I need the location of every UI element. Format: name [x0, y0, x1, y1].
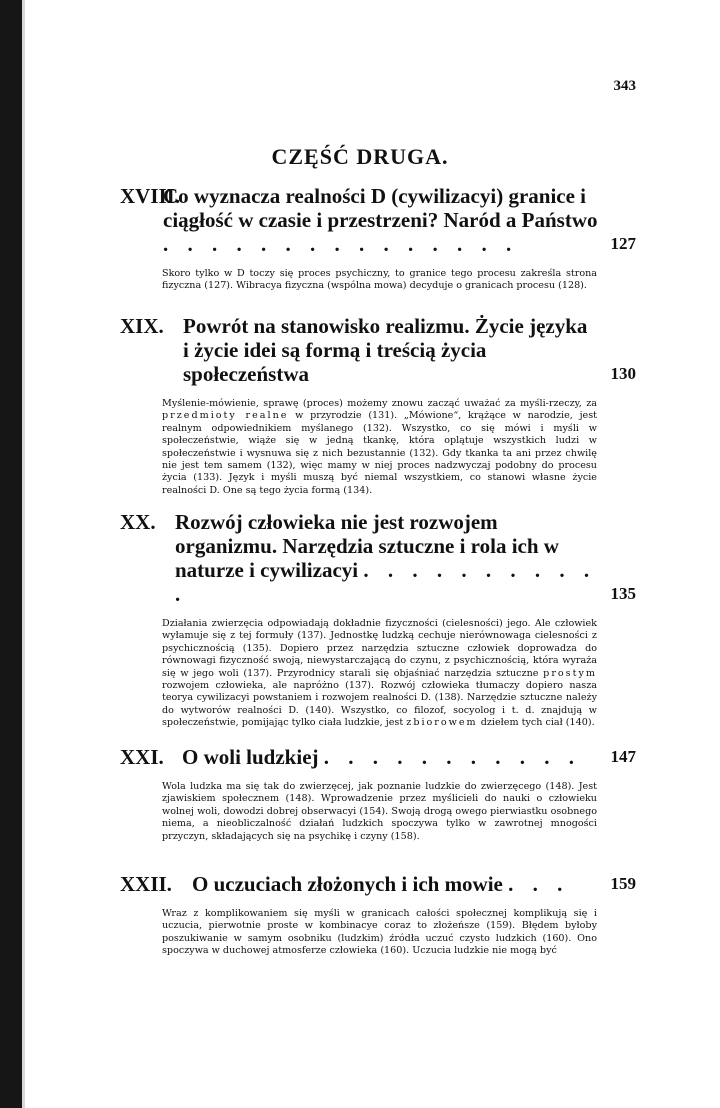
chapter-title: Rozwój człowieka nie jest rozwojem organizmu. Narzędzia sztuczne i rola ich w naturze i cywilizacyi . . . . . . . . . . . [175, 510, 597, 606]
chapter-page: 147 [610, 747, 636, 766]
chapter-entry-xx[interactable] [120, 510, 636, 730]
leader-dots: . . . . . . . . . . . [175, 558, 597, 606]
chapter-page: 127 [610, 234, 636, 253]
chapter-number: XXII. [120, 872, 172, 896]
leader-dots: . . . . . . . . . . . . . . . [163, 232, 519, 256]
chapter-heading [120, 184, 636, 256]
chapter-page: 159 [610, 874, 636, 893]
chapter-title: O uczuciach złożonych i ich mowie . . . [192, 872, 570, 896]
chapter-number: XIX. [120, 314, 164, 338]
chapter-heading [120, 510, 636, 606]
leader-dots: . . . [508, 872, 570, 896]
chapter-title: Co wyznacza realności D (cywilizacyi) granice i ciągłość w czasie i przestrzeni? Naród a Państwo . . . . . . . . . . . . . . . [163, 184, 598, 256]
chapter-page: 135 [610, 584, 636, 603]
chapter-summary: Wraz z komplikowaniem się myśli w granicach całości społecznej komplikują się i uczucia, pierwotnie proste w kombinacye coraz to złożeńsze (159). Błędem byłoby poszukiwanie w samym osobniku (ludzkim) źródła uczuć czysto ludzkich (160). Ono spoczywa w duchowej atmosferze człowieka (160). Uczucia ludzkie nie mogą być [162, 908, 597, 957]
chapter-entry-xxii[interactable] [120, 872, 636, 958]
chapter-summary: Skoro tylko w D toczy się proces psychiczny, to granice tego procesu zakreśla strona fizyczna (127). Wibracya fizyczna (wspólna mowa) decyduje o granicach procesu (128). [162, 268, 597, 292]
chapter-title: Powrót na stanowisko realizmu. Życie języka i życie idei są formą i treścią życia społeczeństwa [183, 314, 588, 386]
chapter-entry-xviii[interactable] [120, 184, 636, 293]
chapter-heading [120, 872, 636, 896]
chapter-entry-xix[interactable] [120, 314, 636, 497]
chapter-number: XXI. [120, 745, 164, 769]
leader-dots: . . . . . . . . . . . [323, 745, 582, 769]
chapter-summary: Działania zwierzęcia odpowiadają dokładnie fizyczności (cielesności) jego. Ale człowiek wyłamuje się z tej formuły (137). Jednostkę ludzką cechuje nierównowaga cielesności z psychicznością (135). Dopiero przez narzędzia sztuczne człowiek doprowadza do równowagi fizyczność swoją, niewystarczającą do czynu, z psychicznością, która wyraża się w jego woli (137). Przyrodnicy starali się objaśniać narzędzia sztuczne prostym rozwojem człowieka, ale napróżno (137). Rozwój człowieka tłumaczy dopiero nasza teorya cywilizacyi powstaniem i rozwojem realności D. (138). Narzędzie sztuczne należy do wytworów realności D. (140). Wszystko, co filozof, socyolog i t. d. znajdują w społeczeństwie, pomijając tylko ciała ludzkie, jest zbiorowem dziełem tych ciał (140). [162, 618, 597, 729]
chapter-title: O woli ludzkiej . . . . . . . . . . . [182, 745, 582, 769]
chapter-heading [120, 314, 636, 386]
chapter-page: 130 [610, 364, 636, 383]
chapter-summary: Wola ludzka ma się tak do zwierzęcej, jak poznanie ludzkie do zwierzęcego (148). Jest zjawiskiem społecznem (148). Wprowadzenie przez myślicieli do nauki o człowieku wolnej woli, dowodzi dobrej obserwacyi (154). Swoją drogą owego pierwiastku osobnego niema, a nieobliczalność działań ludzkich spoczywa tylko w zawrotnej mnogości przyczyn, składających się na psychikę i czyny (158). [162, 781, 597, 842]
chapter-number: XVIII. [120, 184, 181, 208]
chapter-summary: Myślenie-mówienie, sprawę (proces) możemy znowu zacząć uważać za myśli-rzeczy, za przedmioty realne w przyrodzie (131). „Mówione“, krążące w narodzie, jest realnym odpowiednikiem myślanego (132). Wszystko, co się mówi i myśli w społeczeństwie, wiąże się w jedną tkankę, która oplątuje wszystkich ludzi w społeczeństwie i wysnuwa się z nich bezustannie (132). Gdy tkanka ta ani przez chwilę nie jest tem samem (132), więc mamy w niej proces nadzwyczaj podobny do procesu życia (133). Język i myśli muszą być niemal wszystkiem, co stanowi własne życie realności D. One są tego życia formą (134). [162, 398, 597, 496]
part-title: CZĘŚĆ DRUGA. [271, 144, 449, 169]
chapter-heading [120, 745, 636, 769]
chapter-entry-xxi[interactable] [120, 745, 636, 843]
page-number: 343 [613, 78, 636, 94]
chapter-number: XX. [120, 510, 156, 534]
